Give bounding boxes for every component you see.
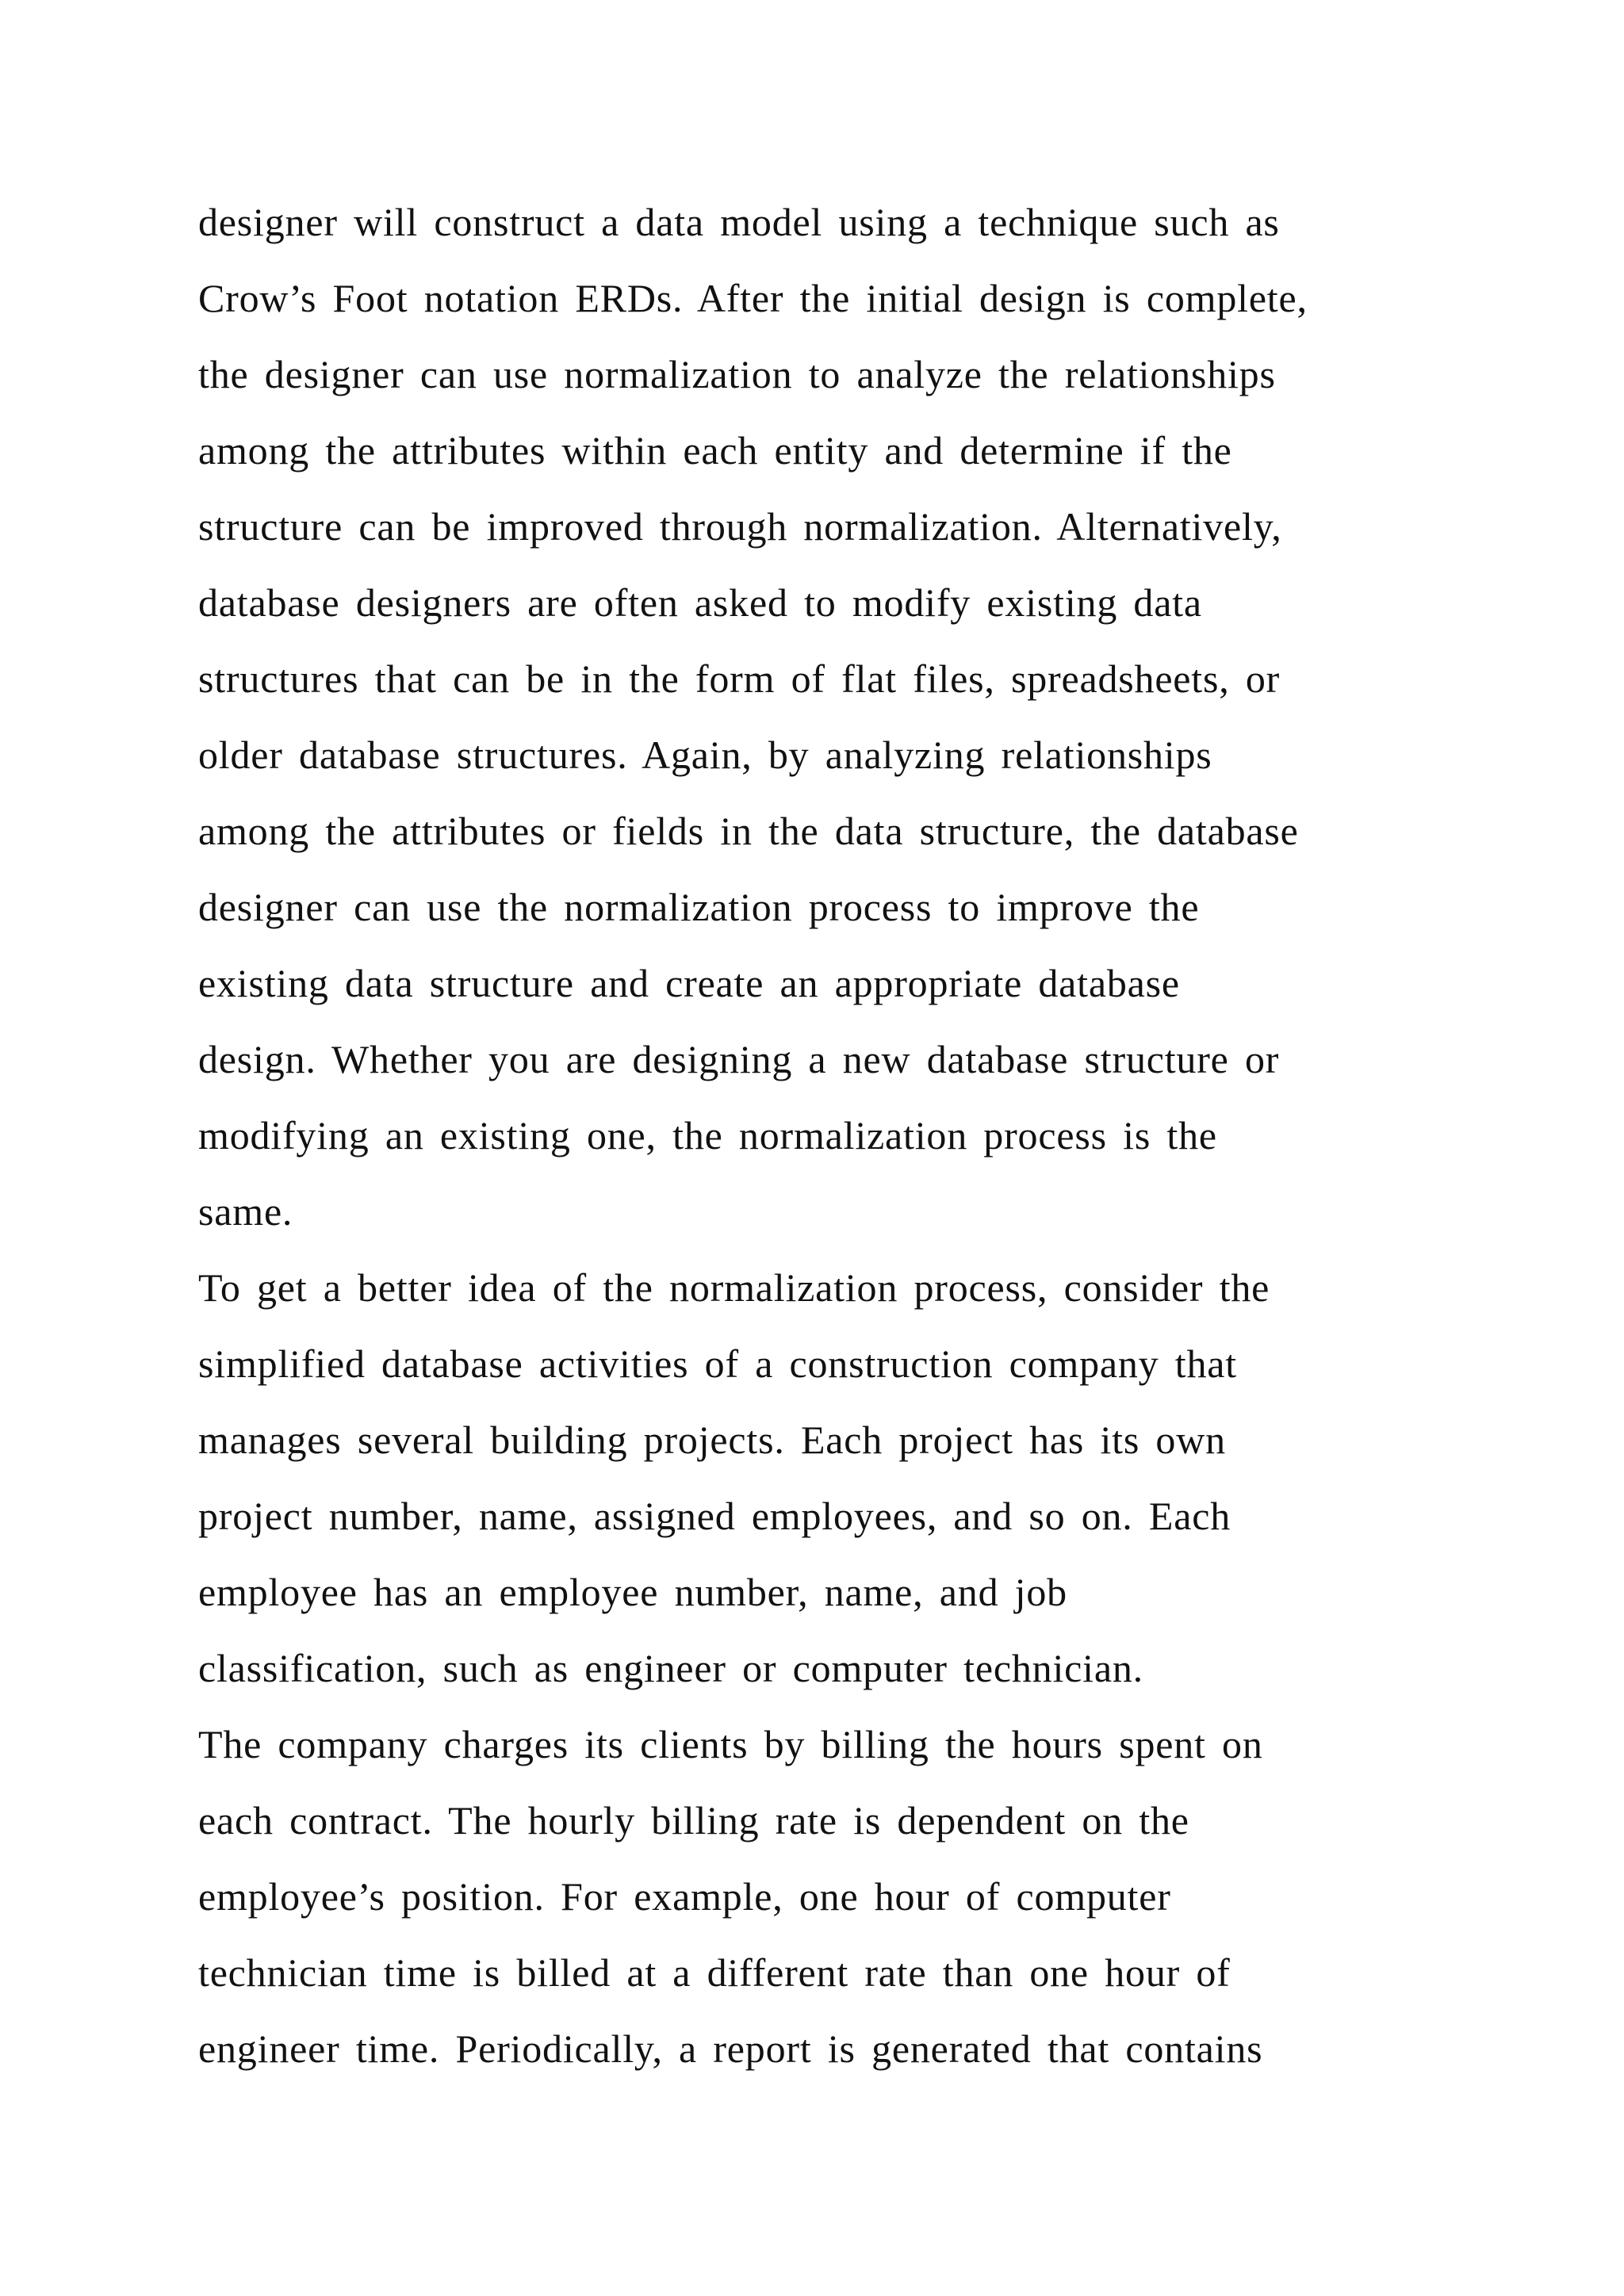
- text-line: modifying an existing one, the normalization process is the: [198, 1113, 1217, 1158]
- text-line: same.: [198, 1189, 293, 1234]
- text-line: The company charges its clients by billing the hours spent on: [198, 1722, 1263, 1766]
- text-line: structure can be improved through normalization. Alternatively,: [198, 504, 1282, 549]
- text-line: older database structures. Again, by analyzing relationships: [198, 733, 1212, 777]
- text-line: classification, such as engineer or computer technician.: [198, 1646, 1143, 1690]
- text-line: the designer can use normalization to analyze the relationships: [198, 352, 1276, 396]
- text-line: each contract. The hourly billing rate is dependent on the: [198, 1798, 1189, 1843]
- text-line: existing data structure and create an appropriate database: [198, 961, 1180, 1005]
- text-line: project number, name, assigned employees, and so on. Each: [198, 1494, 1231, 1538]
- text-line: database designers are often asked to modify existing data: [198, 580, 1202, 625]
- text-line: Crow’s Foot notation ERDs. After the initial design is complete,: [198, 276, 1308, 320]
- text-line: designer will construct a data model using a technique such as: [198, 200, 1280, 244]
- text-line: manages several building projects. Each project has its own: [198, 1418, 1226, 1462]
- text-line: employee’s position. For example, one hour of computer: [198, 1874, 1171, 1919]
- text-line: among the attributes within each entity and determine if the: [198, 428, 1232, 473]
- text-line: designer can use the normalization process to improve the: [198, 885, 1200, 929]
- text-line: structures that can be in the form of flat files, spreadsheets, or: [198, 656, 1281, 701]
- text-line: engineer time. Periodically, a report is generated that contains: [198, 2026, 1263, 2071]
- text-line: among the attributes or fields in the data structure, the database: [198, 809, 1299, 853]
- text-line: simplified database activities of a construction company that: [198, 1341, 1237, 1386]
- text-line: design. Whether you are designing a new database structure or: [198, 1037, 1280, 1081]
- body-text: [198, 184, 1499, 2087]
- text-line: employee has an employee number, name, and job: [198, 1570, 1067, 1614]
- text-line: technician time is billed at a different rate than one hour of: [198, 1950, 1231, 1995]
- text-line: To get a better idea of the normalization process, consider the: [198, 1265, 1270, 1310]
